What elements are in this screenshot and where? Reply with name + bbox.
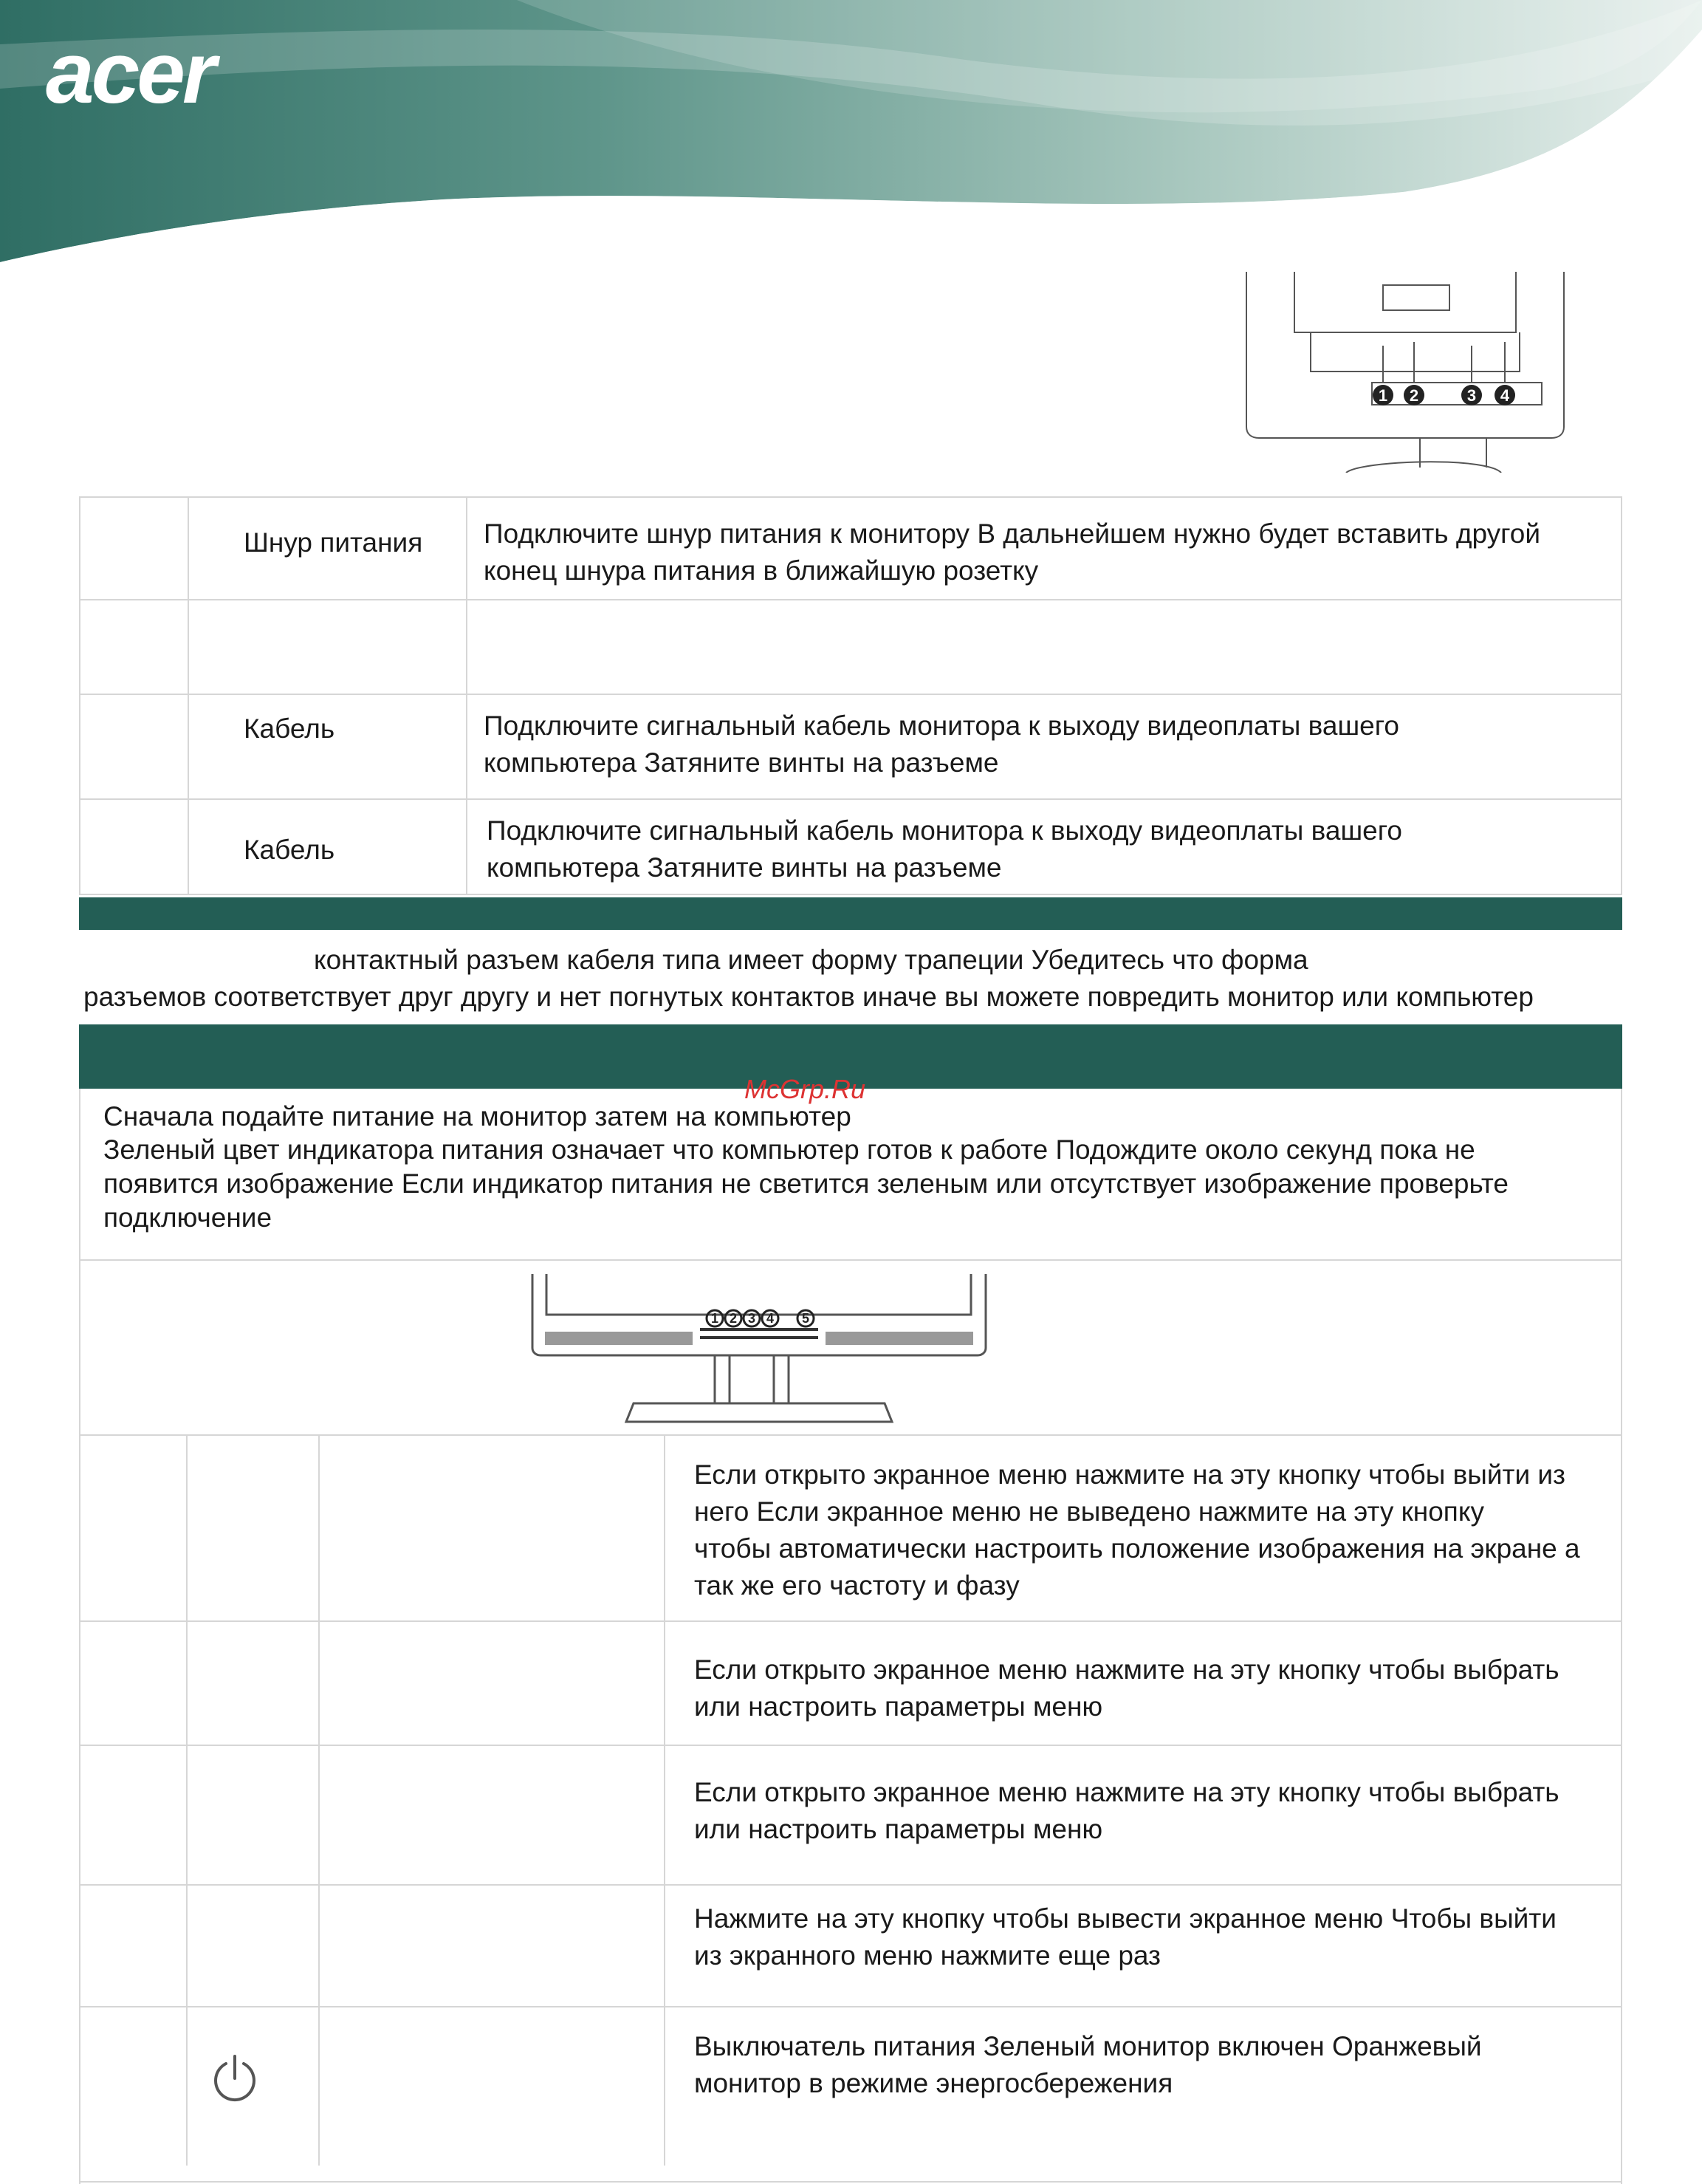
front-callout-3: 3 bbox=[747, 1311, 756, 1326]
power-on-line-2: Зеленый цвет индикатора питания означает что компьютер готов к работе Подождите около секунд пока не bbox=[103, 1134, 1475, 1165]
control-4-line-2: из экранного меню нажмите еще раз bbox=[694, 1940, 1161, 1971]
control-5-line-1: Выключатель питания Зеленый монитор включен Оранжевый bbox=[694, 2031, 1482, 2061]
control-1-line-1: Если открыто экранное меню нажмите на эту кнопку чтобы выйти из bbox=[694, 1459, 1566, 1490]
control-4-line-1: Нажмите на эту кнопку чтобы вывести экранное меню Чтобы выйти bbox=[694, 1903, 1557, 1934]
row-desc-power-cord-1: Подключите шнур питания к монитору В дальнейшем нужно будет вставить другой bbox=[484, 518, 1541, 549]
control-3-line-2: или настроить параметры меню bbox=[694, 1814, 1103, 1844]
row-desc-cable-2-line1: Подключите сигнальный кабель монитора к выходу видеоплаты вашего bbox=[487, 815, 1402, 846]
control-1-line-4: так же его частоту и фазу bbox=[694, 1570, 1020, 1601]
front-callout-2: 2 bbox=[729, 1311, 738, 1326]
header-banner bbox=[0, 0, 1702, 266]
power-on-line-1: Сначала подайте питание на монитор затем на компьютер bbox=[103, 1101, 851, 1132]
rear-monitor-illustration bbox=[1243, 272, 1568, 473]
power-icon bbox=[210, 2053, 260, 2103]
front-callouts bbox=[707, 1310, 814, 1327]
watermark: McGrp.Ru bbox=[744, 1074, 866, 1104]
connections-table bbox=[79, 496, 1622, 895]
row-label-power-cord: Шнур питания bbox=[244, 527, 423, 558]
front-monitor-illustration bbox=[530, 1274, 988, 1429]
front-callout-4: 4 bbox=[766, 1311, 775, 1326]
callout-4: 4 bbox=[1500, 386, 1510, 405]
front-callout-1: 1 bbox=[710, 1311, 719, 1326]
note-line-1: контактный разъем кабеля типа имеет форму трапеции Убедитесь что форма bbox=[314, 945, 1308, 975]
divider bbox=[79, 1259, 1622, 1261]
row-desc-cable-1-line2: компьютера Затяните винты на разъеме bbox=[484, 747, 999, 778]
row-desc-cable-1-line1: Подключите сигнальный кабель монитора к выходу видеоплаты вашего bbox=[484, 711, 1399, 741]
acer-logo: acer bbox=[46, 24, 213, 122]
control-2-line-2: или настроить параметры меню bbox=[694, 1691, 1103, 1722]
callout-2: 2 bbox=[1409, 386, 1419, 405]
connector-callouts bbox=[1373, 385, 1515, 405]
row-label-cable-2: Кабель bbox=[244, 835, 335, 865]
row-label-cable-1: Кабель bbox=[244, 713, 335, 744]
front-callout-5: 5 bbox=[801, 1311, 810, 1326]
power-on-line-4: подключение bbox=[103, 1202, 272, 1233]
note-line-2: разъемов соответствует друг другу и нет погнутых контактов иначе вы можете повредить монитор или компьютер bbox=[83, 982, 1534, 1012]
control-2-line-1: Если открыто экранное меню нажмите на эту кнопку чтобы выбрать bbox=[694, 1654, 1559, 1685]
row-desc-power-cord-2: конец шнура питания в ближайшую розетку bbox=[484, 555, 1039, 586]
power-on-line-3: появится изображение Если индикатор питания не светится зеленым или отсутствует изображение проверьте bbox=[103, 1168, 1509, 1199]
controls-table bbox=[79, 1434, 1622, 2184]
section-bar-note bbox=[79, 897, 1622, 930]
row-desc-cable-2-line2: компьютера Затяните винты на разъеме bbox=[487, 852, 1002, 883]
control-3-line-1: Если открыто экранное меню нажмите на эту кнопку чтобы выбрать bbox=[694, 1777, 1559, 1807]
callout-1: 1 bbox=[1378, 386, 1388, 405]
control-5-line-2: монитор в режиме энергосбережения bbox=[694, 2068, 1173, 2098]
control-1-line-2: него Если экранное меню не выведено нажмите на эту кнопку bbox=[694, 1496, 1484, 1527]
control-1-line-3: чтобы автоматически настроить положение изображения на экране а bbox=[694, 1533, 1580, 1564]
callout-3: 3 bbox=[1466, 386, 1477, 405]
